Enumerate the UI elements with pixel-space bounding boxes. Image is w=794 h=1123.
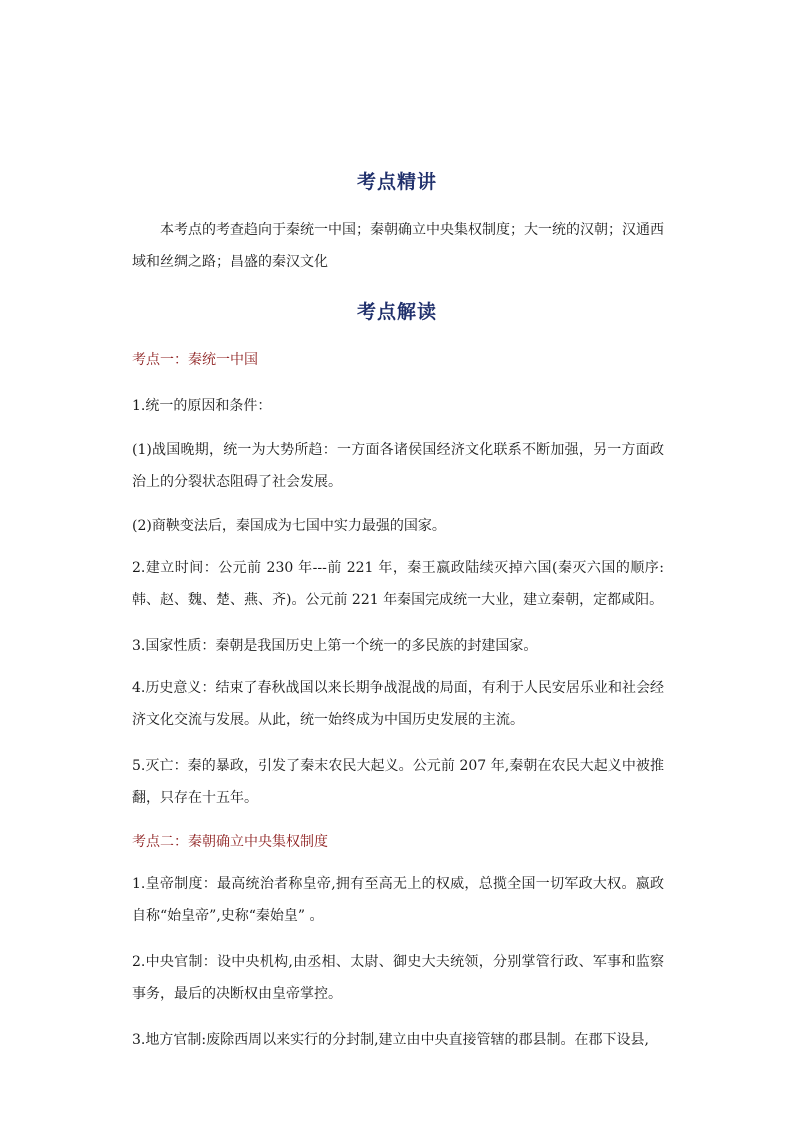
point-two-item-3: 3.地方官制:废除西周以来实行的分封制,建立由中央直接管辖的郡县制。在郡下设县,	[132, 1032, 649, 1048]
point-two-item-1: 1.皇帝制度：最高统治者称皇帝,拥有至高无上的权威，总揽全国一切军政大权。嬴政自称“始皇帝”,史称“秦始皇” 。	[132, 876, 664, 924]
point-one-item-1: 1.统一的原因和条件：	[132, 398, 272, 414]
point-one-item-5: 5.灭亡：秦的暴政，引发了秦末农民大起义。公元前 207 年,秦朝在农民大起义中被推翻，只存在十五年。	[132, 758, 664, 806]
point-two-heading: 考点二：秦朝确立中央集权制度	[132, 834, 328, 850]
point-one-item-2: 2.建立时间：公元前 230 年---前 221 年，秦王嬴政陆续灭掉六国(秦灭六国的顺序:韩、赵、魏、楚、燕、齐)。公元前 221 年秦国完成统一大业，建立秦朝，定都咸阳。	[132, 560, 664, 608]
point-one-item-1-1: (1)战国晚期，统一为大势所趋：一方面各诸侯国经济文化联系不断加强，另一方面政治上的分裂状态阻碍了社会发展。	[132, 442, 664, 490]
point-one-item-3: 3.国家性质：秦朝是我国历史上第一个统一的多民族的封建国家。	[132, 638, 538, 654]
point-one-item-1-2: (2)商鞅变法后，秦国成为七国中实力最强的国家。	[132, 518, 446, 534]
point-one-item-4: 4.历史意义：结束了春秋战国以来长期争战混战的局面，有利于人民安居乐业和社会经济文化交流与发展。从此，统一始终成为中国历史发展的主流。	[132, 680, 664, 728]
section-title-jingjiang: 考点精讲	[356, 171, 437, 193]
point-one-heading: 考点一：秦统一中国	[132, 352, 258, 368]
section-title-jiedu: 考点解读	[356, 301, 437, 323]
intro-paragraph: 本考点的考查趋向于秦统一中国；秦朝确立中央集权制度；大一统的汉朝；汉通西域和丝绸之路；昌盛的秦汉文化	[132, 222, 664, 270]
point-two-item-2: 2.中央官制：设中央机构,由丞相、太尉、御史大夫统领，分别掌管行政、军事和监察事务，最后的决断权由皇帝掌控。	[132, 954, 664, 1002]
